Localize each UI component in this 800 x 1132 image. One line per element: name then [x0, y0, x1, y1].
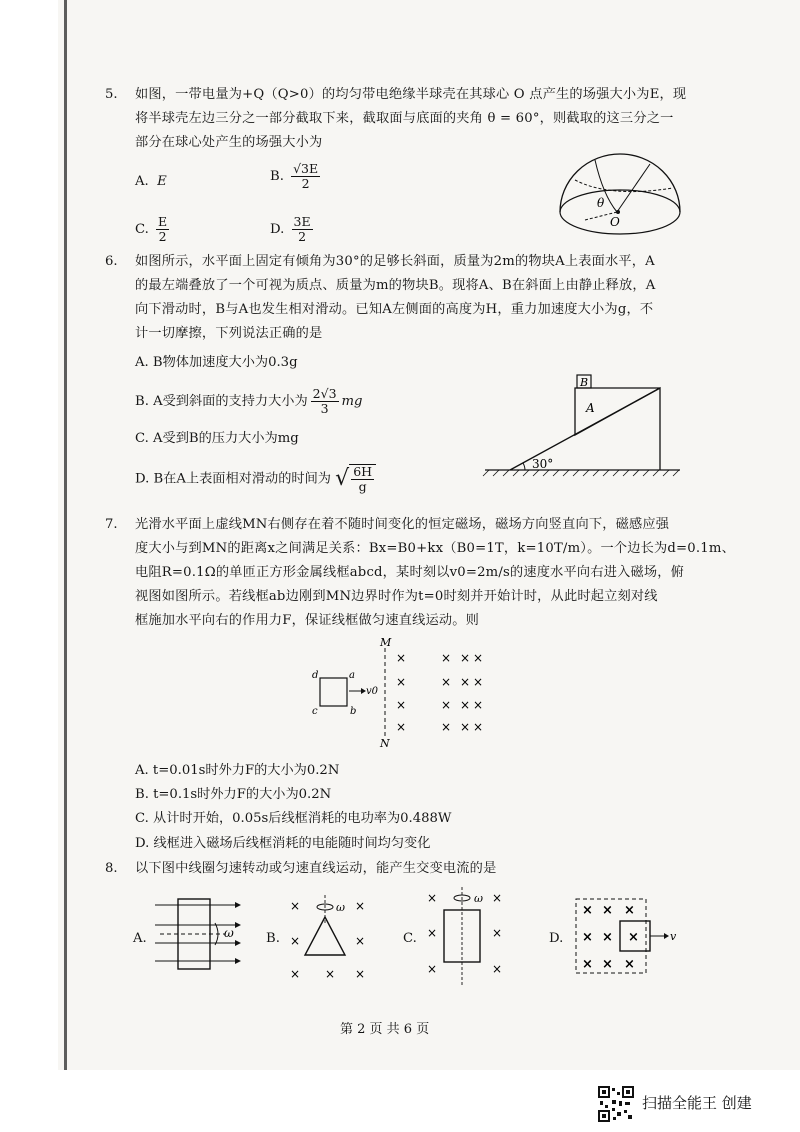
q7-option-c: C. 从计时开始，0.05s后线框消耗的电功率为0.488W: [135, 811, 452, 826]
q7-a-label: a: [349, 670, 355, 681]
svg-text:×: ×: [355, 899, 366, 913]
q7-number: 7.: [105, 517, 118, 532]
q5-option-a: A. E: [135, 174, 167, 189]
q7-cross: ×: [396, 720, 407, 734]
q6-line1: 如图所示，水平面上固定有倾角为30°的足够长斜面，质量为2m的物块A上表面水平，A: [135, 254, 655, 269]
q7-cross: ×: [460, 651, 471, 665]
q7-cross: ×: [460, 698, 471, 712]
q6-incline-figure: [485, 372, 685, 487]
q7-cross: ×: [473, 675, 484, 689]
q7-line3: 电阻R=0.1Ω的单匝正方形金属线框abcd，某时刻以v0=2m/s的速度水平向右进入磁场，俯: [135, 565, 685, 580]
q8b-omega-label: ω: [336, 901, 345, 914]
q7-d-label: d: [312, 670, 319, 681]
q7-cross: ×: [460, 675, 471, 689]
svg-text:×: ×: [355, 934, 366, 948]
q8-option-b-label: B.: [266, 931, 280, 946]
q8-number: 8.: [105, 861, 118, 876]
q6-angle-label: 30°: [532, 457, 554, 471]
q7-m-label: M: [380, 636, 392, 649]
q7-cross: ×: [441, 720, 452, 734]
svg-text:×: ×: [427, 891, 438, 905]
q8d-v-label: v: [670, 930, 677, 943]
q7-line1: 光滑水平面上虚线MN右侧存在着不随时间变化的恒定磁场，磁场方向竖直向下，磁感应强: [135, 517, 670, 532]
svg-text:×: ×: [492, 891, 503, 905]
q7-cross: ×: [396, 698, 407, 712]
svg-text:×: ×: [290, 967, 301, 981]
q6-block-b-label: B: [580, 376, 589, 389]
q8a-omega-label: ω: [224, 926, 234, 940]
svg-text:×: ×: [628, 930, 639, 945]
q5-hemisphere-figure: [555, 150, 685, 245]
scanner-watermark: 扫描全能王 创建: [642, 1094, 752, 1112]
q6-option-c: C. A受到B的压力大小为mg: [135, 431, 299, 446]
q7-v0-label: v0: [366, 686, 379, 697]
page-footer: 第 2 页 共 6 页: [340, 1022, 430, 1037]
q7-c-label: c: [312, 706, 318, 717]
q7-cross: ×: [441, 698, 452, 712]
svg-text:×: ×: [602, 957, 613, 972]
q7-cross: ×: [441, 675, 452, 689]
svg-text:×: ×: [355, 967, 366, 981]
svg-text:×: ×: [602, 930, 613, 945]
q7-cross: ×: [473, 651, 484, 665]
q5-number: 5.: [105, 87, 118, 102]
q8-figure-d: [572, 895, 682, 980]
q8-option-d-label: D.: [549, 931, 564, 946]
svg-text:×: ×: [427, 962, 438, 976]
q8-option-a-label: A.: [133, 931, 147, 946]
q7-cross: ×: [473, 698, 484, 712]
q5-line2: 将半球壳左边三分之一部分截取下来，截取面与底面的夹角 θ = 60°，则截取的这三分之一: [135, 111, 674, 126]
q7-cross: ×: [473, 720, 484, 734]
q8-figure-c: [422, 885, 512, 990]
svg-text:×: ×: [290, 934, 301, 948]
q5-option-c: C. $\frac{E}{2}$: [135, 214, 168, 244]
q5-option-b: B. $\frac{√3E}{2}$: [270, 161, 319, 191]
q5-option-d: D. $\frac{3E}{2}$: [270, 214, 311, 244]
q8c-omega-label: ω: [474, 892, 483, 905]
q7-option-a: A. t=0.01s时外力F的大小为0.2N: [135, 763, 340, 778]
q8-figure-b: [285, 893, 375, 988]
q7-line2: 度大小与到MN的距离x之间满足关系：Bx=B0+kx（B0=1T，k=10T/m）。一个边长为d=0.1m、: [135, 541, 735, 556]
q7-cross: ×: [396, 651, 407, 665]
q8-figure-a: [155, 893, 250, 988]
q8-line1: 以下图中线圈匀速转动或匀速直线运动，能产生交变电流的是: [135, 861, 497, 876]
q7-option-d: D. 线框进入磁场后线框消耗的电能随时间均匀变化: [135, 836, 431, 851]
q6-option-d: D. B在A上表面相对滑动的时间为 √ $\frac{6H}{g}$: [135, 464, 379, 494]
svg-text:×: ×: [582, 930, 593, 945]
q7-line5: 框施加水平向右的作用力F，保证线框做匀速直线运动。则: [135, 613, 480, 628]
q6-line2: 的最左端叠放了一个可视为质点、质量为m的物块B。现将A、B在斜面上由静止释放，A: [135, 278, 656, 293]
q5-theta-label: θ: [597, 196, 605, 210]
q7-field-crosses: [396, 651, 483, 734]
q5-line1: 如图，一带电量为+Q（Q>0）的均匀带电绝缘半球壳在其球心 O 点产生的场强大小为E，现: [135, 87, 687, 102]
q8-option-c-label: C.: [403, 931, 417, 946]
q7-line4: 视图如图所示。若线框ab边刚到MN边界时作为t=0时刻并开始计时，从此时起立刻对线: [135, 589, 658, 604]
svg-text:×: ×: [427, 926, 438, 940]
q6-line4: 计一切摩擦，下列说法正确的是: [135, 326, 323, 341]
svg-text:×: ×: [602, 903, 613, 918]
q5-line3: 部分在球心处产生的场强大小为: [135, 135, 323, 150]
svg-text:×: ×: [492, 926, 503, 940]
q7-option-b: B. t=0.1s时外力F的大小为0.2N: [135, 787, 332, 802]
svg-text:×: ×: [325, 967, 336, 981]
scan-edge-shadow: [64, 0, 67, 1070]
svg-text:×: ×: [624, 903, 635, 918]
q6-option-a: A. B物体加速度大小为0.3g: [135, 355, 298, 370]
q7-magnetic-field-figure: [305, 636, 505, 751]
q6-option-b: B. A受到斜面的支持力大小为 $\frac{2√3}{3}$ mg: [135, 386, 363, 416]
svg-text:×: ×: [582, 903, 593, 918]
q7-cross: ×: [460, 720, 471, 734]
q7-n-label: N: [380, 737, 390, 750]
q7-b-label: b: [350, 706, 357, 717]
svg-text:×: ×: [624, 957, 635, 972]
q5-o-label: O: [610, 215, 620, 229]
svg-text:×: ×: [582, 957, 593, 972]
q6-line3: 向下滑动时，B与A也发生相对滑动。已知A左侧面的高度为H，重力加速度大小为g，不: [135, 302, 654, 317]
q6-block-a-label: A: [586, 401, 595, 415]
svg-text:×: ×: [492, 962, 503, 976]
svg-text:×: ×: [290, 899, 301, 913]
q6-number: 6.: [105, 254, 118, 269]
q7-cross: ×: [396, 675, 407, 689]
q7-cross: ×: [441, 651, 452, 665]
qr-code-icon: [598, 1086, 634, 1122]
